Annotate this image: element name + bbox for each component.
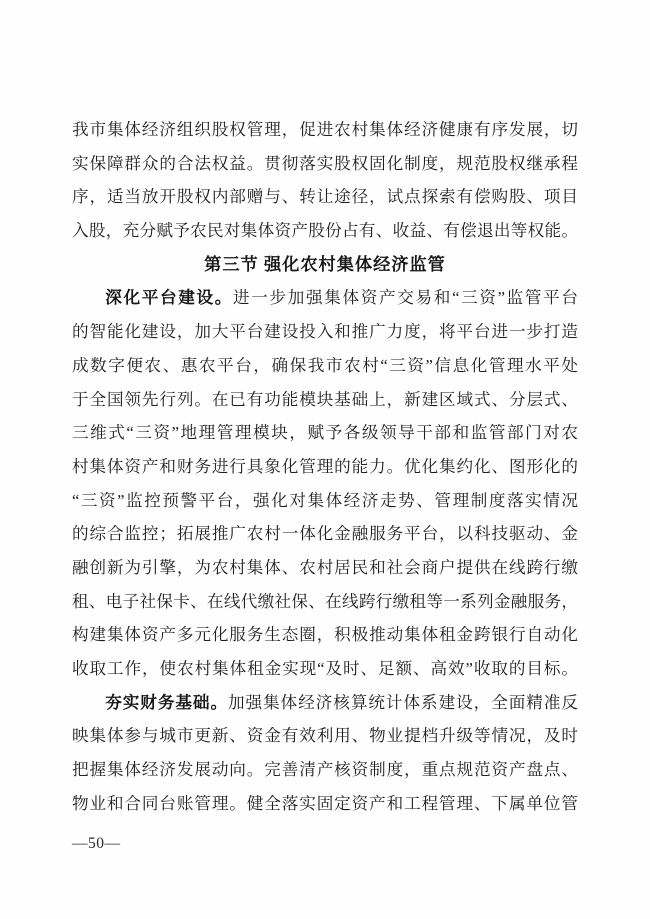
paragraph-lead: 夯实财务基础。 (105, 692, 229, 712)
page-number: —50— (72, 835, 121, 852)
text-line: 把握集体经济发展动向。完善清产核资制度，重点规范资产盘点、 (72, 760, 578, 780)
text-line (72, 281, 578, 315)
text-line: 入股，充分赋予农民对集体资产股份占有、收益、有偿退出等权能。 (72, 221, 578, 241)
text-line: 三维式“三资”地理管理模块，赋予各级领导干部和监管部门对农 (72, 423, 578, 443)
text-line: “三资”监控预警平台，强化对集体经济走势、管理制度落实情况 (72, 490, 578, 510)
text-line: 于全国领先行列。在已有功能模块基础上，新建区域式、分层式、 (72, 389, 578, 409)
paragraph-lead: 深化平台建设。 (105, 288, 233, 308)
text-line: 映集体参与城市更新、资金有效利用、物业提档升级等情况，及时 (72, 726, 578, 746)
text-line: 的综合监控；拓展推广农村一体化金融服务平台，以科技驱动、金 (72, 524, 578, 544)
text-line: 的智能化建设，加大平台建设投入和推广力度，将平台进一步打造 (72, 322, 578, 342)
text-line (72, 686, 578, 720)
text-line: 我市集体经济组织股权管理，促进农村集体经济健康有序发展，切 (72, 120, 578, 139)
text-line: 成数字便农、惠农平台，确保我市农村“三资”信息化管理水平处 (72, 355, 578, 375)
text-line: 村集体资产和财务进行具象化管理的能力。优化集约化、图形化的 (72, 456, 578, 476)
text-line: 序，适当放开股权内部赠与、转让途径，试点探索有偿购股、项目 (72, 187, 578, 207)
text-line: 租、电子社保卡、在线代缴社保、在线跨行缴租等一系列金融服务， (72, 591, 578, 611)
text-line: 实保障群众的合法权益。贯彻落实股权固化制度，规范股权继承程 (72, 153, 578, 173)
section-heading: 第三节 强化农村集体经济监管 (204, 254, 446, 274)
text-line: 收取工作，使农村集体租金实现“及时、足额、高效”收取的目标。 (72, 659, 578, 678)
paragraph-text: 加强集体经济核算统计体系建设，全面精准反 (228, 692, 578, 712)
paragraph-text: 进一步加强集体资产交易和“三资”监管平台 (232, 288, 578, 308)
document-body (72, 113, 578, 820)
text-line: 物业和合同台账管理。健全落实固定资产和工程管理、下属单位管 (72, 793, 578, 813)
text-line: 构建集体资产多元化服务生态圈，积极推动集体租金跨银行自动化 (72, 625, 578, 645)
text-line: 融创新为引擎，为农村集体、农村居民和社会商户提供在线跨行缴 (72, 557, 578, 577)
